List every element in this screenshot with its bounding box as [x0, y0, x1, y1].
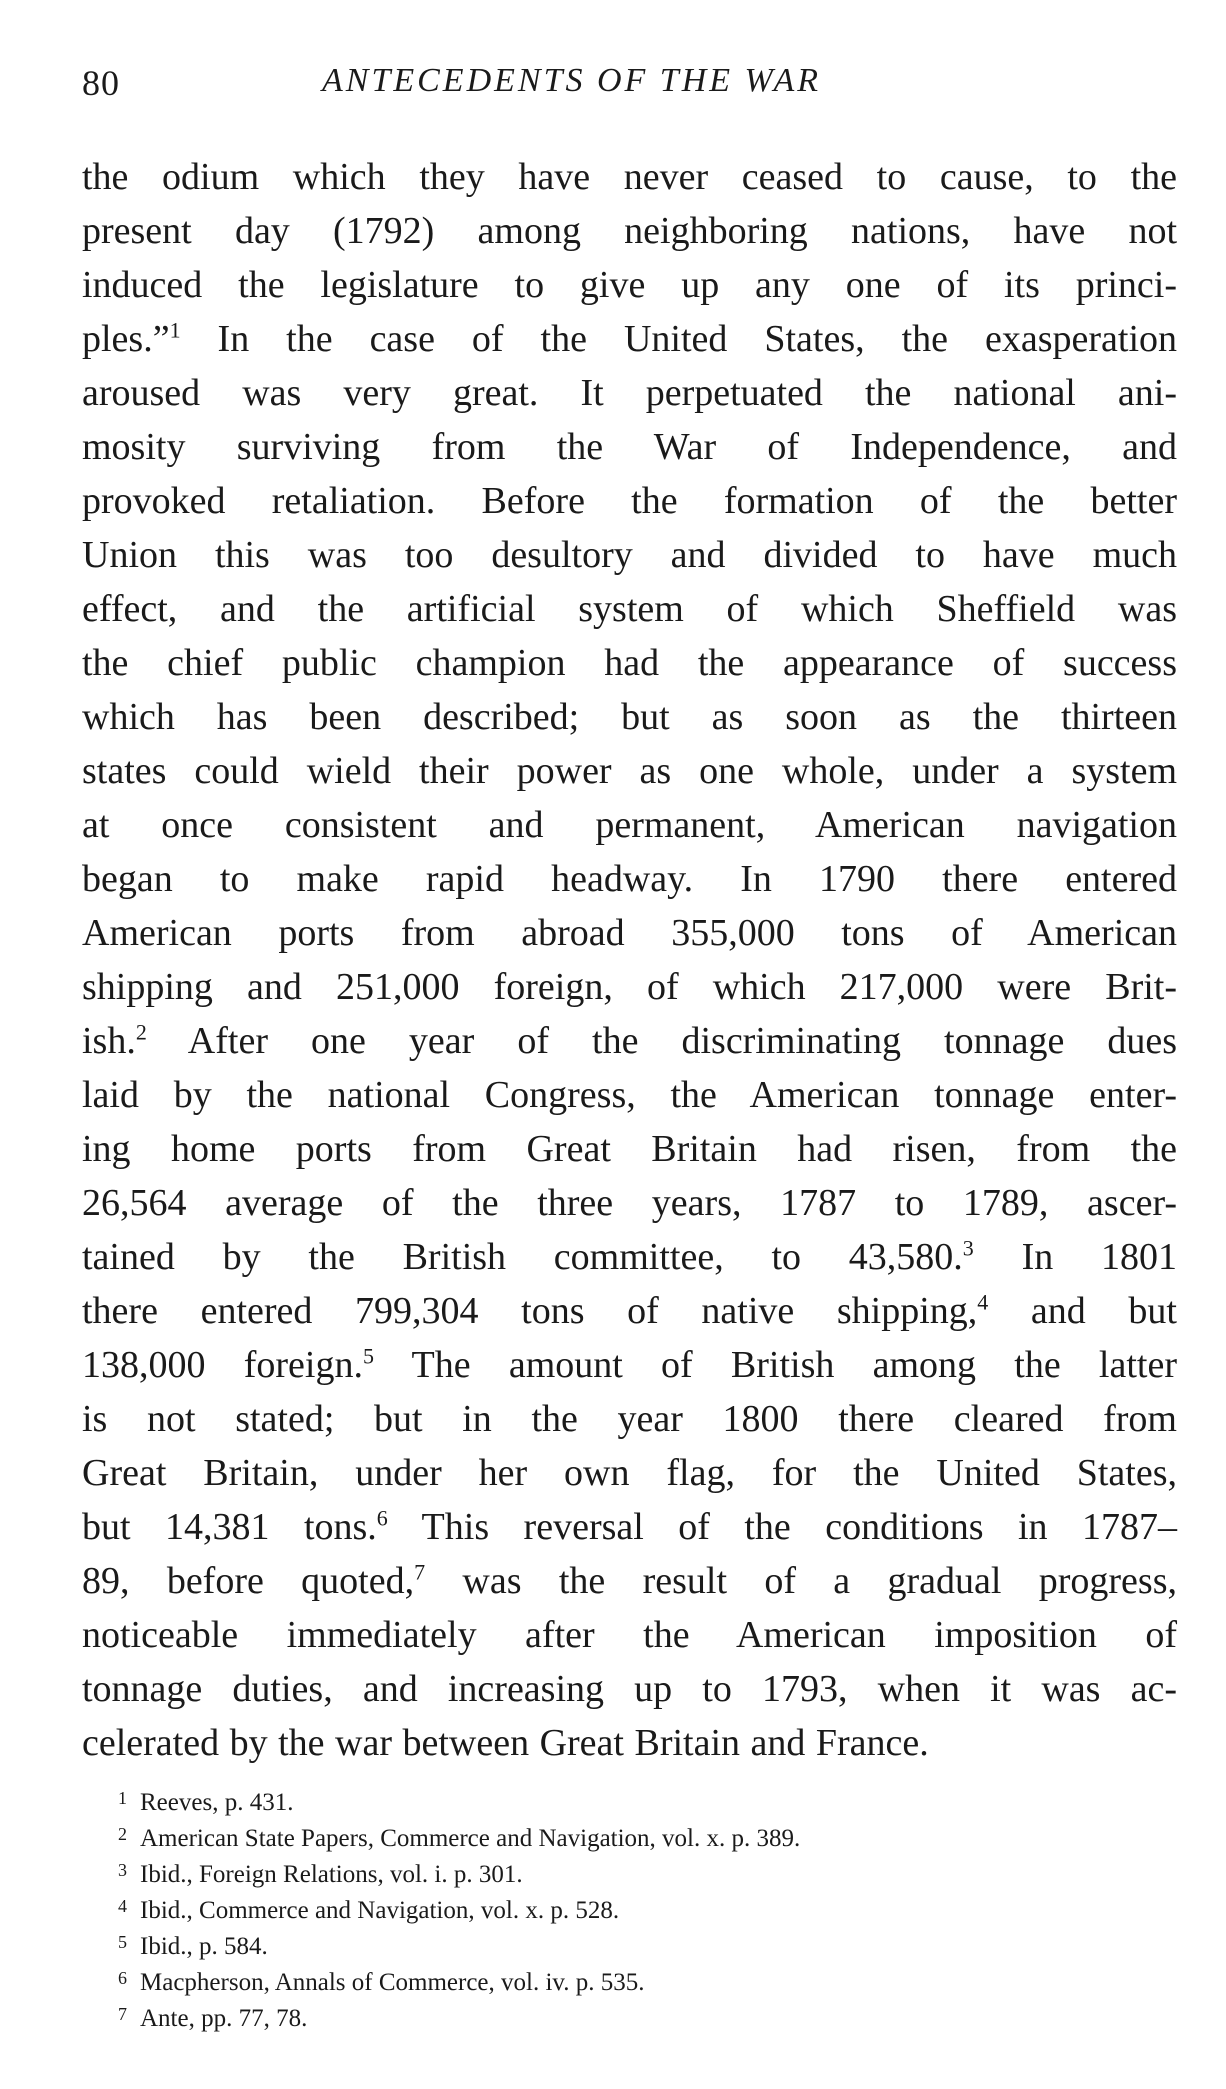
text-line: Great Britain, under her own flag, for the United States,	[82, 1452, 1177, 1494]
footnote-text: American State Papers, Commerce and Navigation, vol. x. p. 389.	[140, 1825, 801, 1852]
text-line: effect, and the artificial system of which Sheffield was	[82, 588, 1177, 630]
text-line: noticeable immediately after the American imposition of	[82, 1614, 1177, 1656]
footnote-text: Ibid., Commerce and Navigation, vol. x. p. 528.	[140, 1897, 620, 1924]
text-line: induced the legislature to give up any one of its princi-	[82, 264, 1177, 306]
text-line: Union this was too desultory and divided to have much	[82, 534, 1177, 576]
text-line: began to make rapid headway. In 1790 there entered	[82, 858, 1177, 900]
footnotes	[118, 1780, 1178, 2032]
footnote-ref: 2	[135, 1019, 147, 1045]
text-line: ish.$^2$ After one year of the discriminating tonnage dues	[82, 1019, 1177, 1062]
footnote-ref: 5	[362, 1343, 374, 1369]
text-line: there entered 799,304 tons of native shipping,$^4$ and but	[82, 1289, 1177, 1332]
footnote-ref: 7	[414, 1559, 426, 1585]
footnote	[118, 1924, 1178, 1960]
text-line: but 14,381 tons.$^6$ This reversal of the conditions in 1787–	[82, 1505, 1177, 1548]
running-title: ANTECEDENTS OF THE WAR	[322, 62, 822, 99]
footnote-ref: 4	[977, 1289, 989, 1315]
footnote	[118, 1960, 1178, 1996]
footnote	[118, 1816, 1178, 1852]
text-line: states could wield their power as one whole, under a system	[82, 750, 1177, 792]
footnote-mark: 3	[118, 1860, 127, 1880]
text-line: tonnage duties, and increasing up to 1793, when it was ac-	[82, 1668, 1177, 1710]
footnote-mark: 2	[118, 1824, 127, 1844]
footnote-mark: 6	[118, 1968, 127, 1988]
text-line: at once consistent and permanent, American navigation	[82, 804, 1177, 846]
footnote-text: Ante, pp. 77, 78.	[140, 2005, 308, 2032]
footnote	[118, 1888, 1178, 1924]
footnote	[118, 1852, 1178, 1888]
text-line: present day (1792) among neighboring nations, have not	[82, 210, 1177, 252]
text-line: is not stated; but in the year 1800 there cleared from	[82, 1398, 1177, 1440]
footnote-ref: 6	[376, 1505, 388, 1531]
footnote-mark: 1	[118, 1788, 127, 1808]
text-line: ing home ports from Great Britain had risen, from the	[82, 1128, 1177, 1170]
text-line: 89, before quoted,$^7$ was the result of a gradual progress,	[82, 1559, 1177, 1602]
text-line: 138,000 foreign.$^5$ The amount of British among the latter	[82, 1343, 1177, 1386]
footnote-text: Ibid., p. 584.	[140, 1933, 268, 1960]
footnote-mark: 4	[118, 1896, 127, 1916]
page-header	[82, 62, 1177, 112]
body-text	[82, 150, 1177, 1770]
text-line: provoked retaliation. Before the formation of the better	[82, 480, 1177, 522]
text-line: ples.”$^1$ In the case of the United States, the exasperation	[82, 317, 1177, 360]
text-line: tained by the British committee, to 43,580.$^3$ In 1801	[82, 1235, 1177, 1278]
footnote	[118, 1780, 1178, 1816]
footnote	[118, 1996, 1178, 2032]
footnote-ref: 3	[962, 1235, 974, 1261]
text-line: American ports from abroad 355,000 tons of American	[82, 912, 1177, 954]
footnote-ref: 1	[169, 317, 181, 343]
text-line: aroused was very great. It perpetuated the national ani-	[82, 372, 1177, 414]
text-line: the odium which they have never ceased to cause, to the	[82, 156, 1177, 198]
footnote-text: Reeves, p. 431.	[140, 1789, 294, 1816]
text-line: mosity surviving from the War of Independence, and	[82, 426, 1177, 468]
footnote-text: Ibid., Foreign Relations, vol. i. p. 301.	[140, 1861, 523, 1888]
footnote-text: Macpherson, Annals of Commerce, vol. iv. p. 535.	[140, 1969, 645, 1996]
footnote-mark: 5	[118, 1932, 127, 1952]
text-line: celerated by the war between Great Britain and France.	[82, 1722, 929, 1764]
text-line: the chief public champion had the appearance of success	[82, 642, 1177, 684]
text-line: laid by the national Congress, the American tonnage enter-	[82, 1074, 1177, 1116]
page-number: 80	[82, 63, 120, 103]
text-line: shipping and 251,000 foreign, of which 217,000 were Brit-	[82, 966, 1177, 1008]
text-line: 26,564 average of the three years, 1787 to 1789, ascer-	[82, 1182, 1177, 1224]
text-line: which has been described; but as soon as the thirteen	[82, 696, 1177, 738]
footnote-mark: 7	[118, 2004, 127, 2024]
